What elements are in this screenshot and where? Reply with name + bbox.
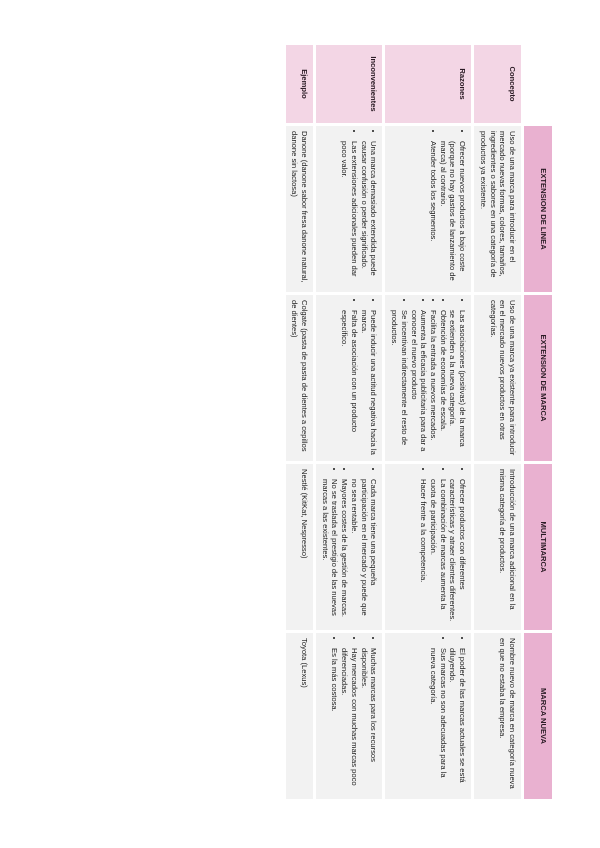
cell-concepto-linea: Uso de una marca para introducir en el mercado nuevas formas, colores, tamaños, ingredientes o sabores en una categoría de productos ya existente. — [474, 126, 521, 292]
row-ejemplo — [286, 45, 313, 799]
row-header-ejemplo: Ejemplo — [286, 45, 313, 123]
list-item: • Obtención de economías de escala. — [438, 310, 448, 456]
cell-concepto-marca: Uso de una marca ya existente para introducir en el mercado nuevos productos en otras categorías. — [474, 295, 521, 461]
column-header-multimarca: MULTIMARCA — [524, 464, 552, 630]
cell-razones-nueva — [385, 633, 471, 799]
bullet-list — [340, 131, 379, 287]
header-row — [524, 45, 552, 799]
bullet-list — [428, 131, 467, 287]
cell-inconvenientes-linea — [316, 126, 382, 292]
list-item: • La combinación de marcas aumenta la cuota de participación. — [428, 479, 447, 625]
list-item: • Muchas marcas para los recursos disponibles. — [359, 648, 378, 794]
cell-concepto-nueva: Nombre nuevo de marca en categoría nueva en que no estaba la empresa. — [474, 633, 521, 799]
cell-ejemplo-multimarca: Nestlé (KitKat, Nespresso) — [286, 464, 313, 630]
row-header-concepto: Concepto — [474, 45, 521, 123]
row-header-razones: Razones — [385, 45, 471, 123]
list-item: • Cada marca tiene una pequeña participación en el mercado y puede que no sea rentable. — [349, 479, 378, 625]
bullet-list — [320, 469, 378, 625]
list-item: • Falta de asociación con un producto específico. — [340, 310, 359, 456]
cell-ejemplo-nueva: Toyota (Lexus) — [286, 633, 313, 799]
bullet-list — [419, 469, 468, 625]
column-header-extension-marca: EXTENSION DE MARCA — [524, 295, 552, 461]
list-item: • Ofrecer nuevos productos a bajo coste (porque no hay gastos de lanzamiento de marca) al contrario. — [438, 141, 467, 287]
row-razones — [385, 45, 471, 799]
list-item: • Puede inducir una actitud negativa hacia la marca. — [359, 310, 378, 456]
list-item: • Facilita la entrada a nuevos mercados. — [428, 310, 438, 456]
cell-razones-linea — [385, 126, 471, 292]
list-item: • Las extensiones adicionales pueden dar poco valor. — [340, 141, 359, 287]
list-item: • Se incentivan indirectamente el resto de productos. — [389, 310, 408, 456]
cell-razones-marca — [385, 295, 471, 461]
list-item: • Hacer frente a la competencia. — [419, 479, 429, 625]
list-item: • Una marca demasiado extendida puede causar confusión o perder significado. — [359, 141, 378, 287]
row-header-inconvenientes: Inconvenientes — [316, 45, 382, 123]
list-item: • Hay mercados con muchas marcas poco diferenciadas. — [340, 648, 359, 794]
list-item: • No se traslada el prestigio de las nuevas marcas a las existentes. — [320, 479, 339, 625]
list-item: • Las asociaciones (positivas) de la marca se extienden a la nueva categoría. — [448, 310, 467, 456]
list-item: • Mayores costes de la gestión de marcas. — [340, 479, 350, 625]
rotated-table-container — [243, 42, 555, 802]
cell-razones-multimarca — [385, 464, 471, 630]
list-item: • El poder de las marcas actuales se está diluyendo. — [448, 648, 467, 794]
bullet-list — [340, 300, 379, 456]
column-header-marca-nueva: MARCA NUEVA — [524, 633, 552, 799]
row-concepto — [474, 45, 521, 799]
list-item: • Ofrecer productos con diferentes características y atraer clientes diferentes. — [448, 479, 467, 625]
cell-ejemplo-linea: Danone (danone sabor fresa danone natural, danone sin lactosa) — [286, 126, 313, 292]
list-item: • Atender todos los segmentos. — [428, 141, 438, 287]
bullet-list — [389, 300, 467, 456]
list-item: • Sus marcas no son adecuadas para la nueva categoría. — [428, 648, 447, 794]
column-header-extension-linea: EXTENSION DE LINEA — [524, 126, 552, 292]
cell-ejemplo-marca: Colgate (pasta de pasta de dientes a cepillos de dientes) — [286, 295, 313, 461]
list-item: • Es la más costosa. — [330, 648, 340, 794]
cell-inconvenientes-nueva — [316, 633, 382, 799]
row-inconvenientes — [316, 45, 382, 799]
corner-cell — [524, 45, 552, 123]
cell-inconvenientes-multimarca — [316, 464, 382, 630]
bullet-list — [330, 638, 379, 794]
list-item: • Aumenta la eficacia publicitaria para dar a conocer el nuevo producto — [409, 310, 428, 456]
cell-concepto-multimarca: Introducción de una marca adicional en la misma categoría de productos. — [474, 464, 521, 630]
bullet-list — [428, 638, 467, 794]
brand-strategy-table — [283, 42, 555, 802]
cell-inconvenientes-marca — [316, 295, 382, 461]
